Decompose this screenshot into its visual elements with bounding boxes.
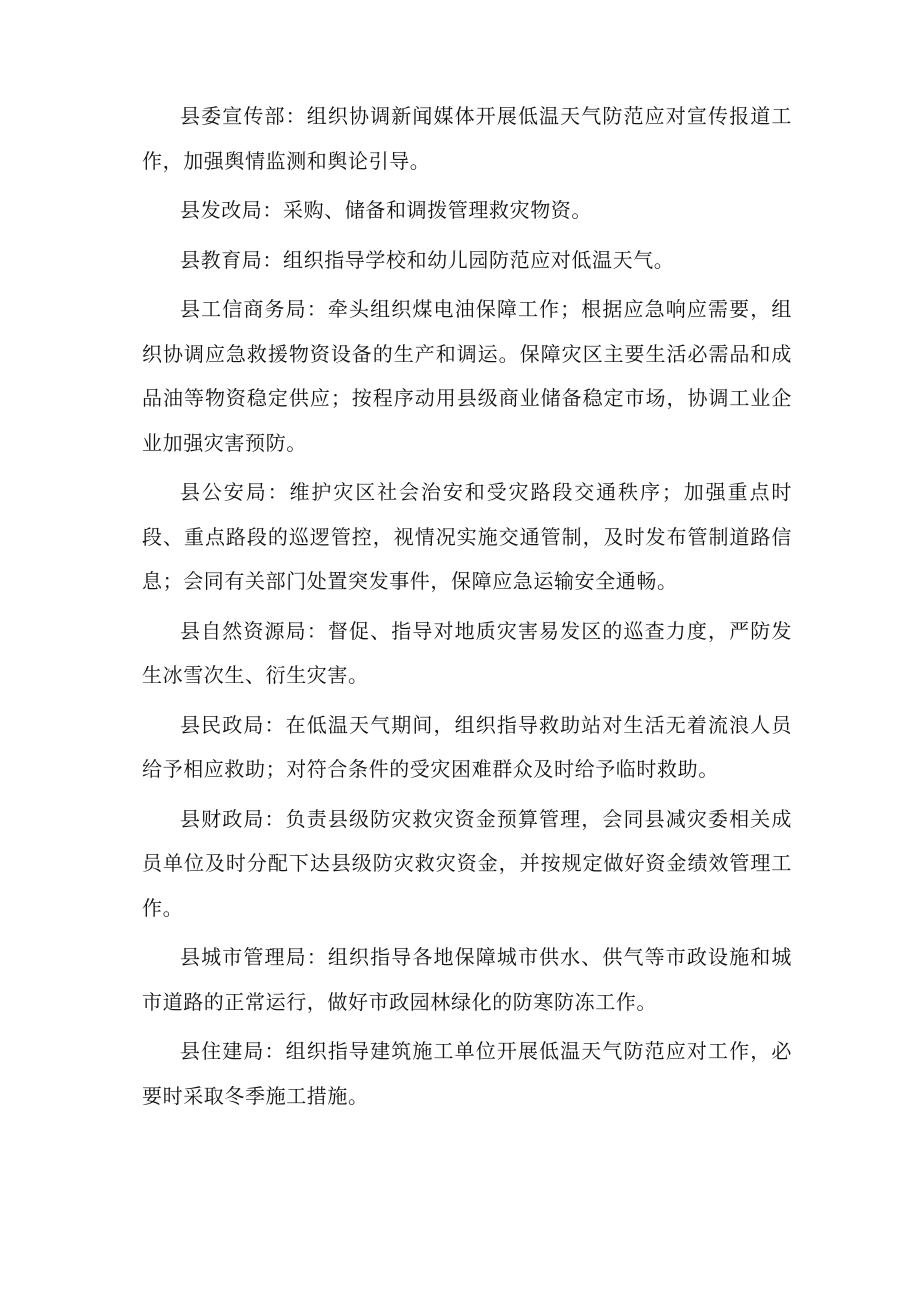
paragraph-propaganda-dept: 县委宣传部：组织协调新闻媒体开展低温天气防范应对宣传报道工作，加强舆情监测和舆论引导。 [142,104,792,173]
document-body [142,94,792,1123]
paragraph-finance-bureau: 县财政局：负责县级防灾救灾资金预算管理，会同县减灾委相关成员单位及时分配下达县级防灾救灾资金，并按规定做好资金绩效管理工作。 [142,806,792,920]
paragraph-education-bureau: 县教育局：组织指导学校和幼儿园防范应对低温天气。 [180,247,675,272]
paragraph-civil-affairs-bureau: 县民政局：在低温天气期间，组织指导救助站对生活无着流浪人员给予相应救助；对符合条件的受灾困难群众及时给予临时救助。 [142,712,792,781]
paragraph-urban-management-bureau: 县城市管理局：组织指导各地保障城市供水、供气等市政设施和城市道路的正常运行，做好市政园林绿化的防寒防冻工作。 [142,945,792,1014]
paragraph-industry-commerce-bureau: 县工信商务局：牵头组织煤电油保障工作；根据应急响应需要，组织协调应急救援物资设备的生产和调运。保障灾区主要生活必需品和成品油等物资稳定供应；按程序动用县级商业储备稳定市场，协调工业企业加强灾害预防。 [142,297,792,455]
paragraph-natural-resources-bureau: 县自然资源局：督促、指导对地质灾害易发区的巡查力度，严防发生冰雪次生、衍生灾害。 [142,618,792,687]
paragraph-public-security-bureau: 县公安局：维护灾区社会治安和受灾路段交通秩序；加强重点时段、重点路段的巡逻管控，视情况实施交通管制，及时发布管制道路信息；会同有关部门处置突发事件，保障应急运输安全通畅。 [142,480,792,593]
paragraph-housing-construction-bureau: 县住建局：组织指导建筑施工单位开展低温天气防范应对工作，必要时采取冬季施工措施。 [142,1039,792,1108]
paragraph-development-reform-bureau: 县发改局：采购、储备和调拨管理救灾物资。 [180,198,592,222]
